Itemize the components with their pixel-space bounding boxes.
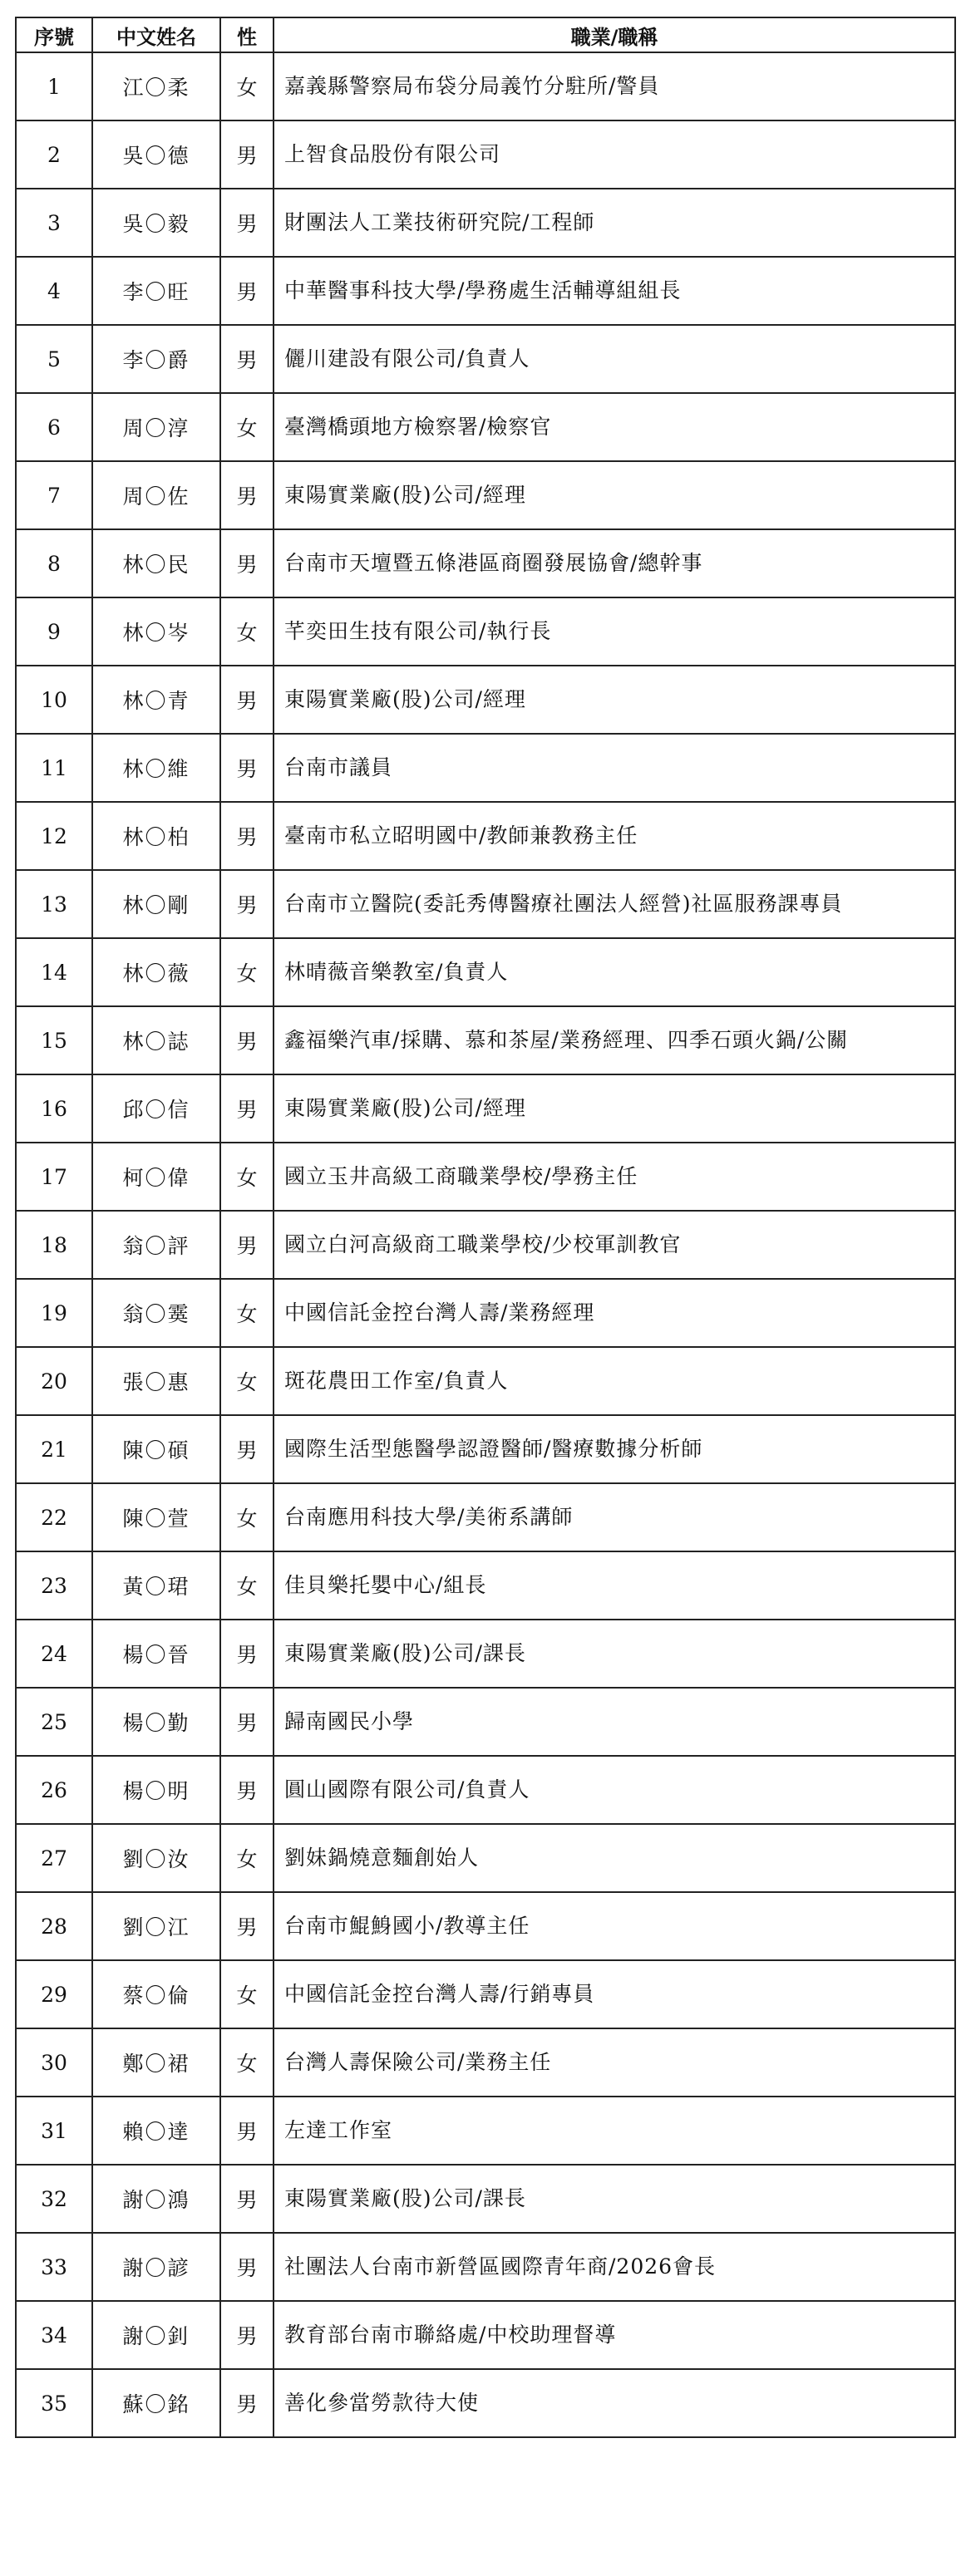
- row-occupation-title: 台南市天壇暨五條港區商圈發展協會/總幹事: [274, 529, 955, 597]
- row-chinese-name: 林〇柏: [92, 802, 220, 870]
- row-serial-number: 4: [16, 257, 92, 325]
- row-serial-number: 5: [16, 325, 92, 393]
- row-chinese-name: 李〇旺: [92, 257, 220, 325]
- row-chinese-name: 柯〇偉: [92, 1143, 220, 1211]
- row-chinese-name: 邱〇信: [92, 1074, 220, 1143]
- table-row: [16, 1211, 955, 1279]
- row-serial-number: 10: [16, 666, 92, 734]
- row-occupation-title: 中國信託金控台灣人壽/業務經理: [274, 1279, 955, 1347]
- row-chinese-name: 楊〇晉: [92, 1620, 220, 1688]
- row-occupation-title: 善化參當勞款待大使: [274, 2369, 955, 2437]
- row-chinese-name: 蔡〇倫: [92, 1960, 220, 2028]
- row-occupation-title: 台南市議員: [274, 734, 955, 802]
- row-chinese-name: 林〇維: [92, 734, 220, 802]
- row-serial-number: 11: [16, 734, 92, 802]
- row-gender: 男: [220, 1074, 274, 1143]
- row-chinese-name: 鄭〇裙: [92, 2028, 220, 2097]
- row-serial-number: 27: [16, 1824, 92, 1892]
- row-gender: 女: [220, 938, 274, 1006]
- row-gender: 男: [220, 257, 274, 325]
- row-occupation-title: 嘉義縣警察局布袋分局義竹分駐所/警員: [274, 52, 955, 120]
- row-occupation-title: 斑花農田工作室/負責人: [274, 1347, 955, 1415]
- table-row: [16, 529, 955, 597]
- row-occupation-title: 芊奕田生技有限公司/執行長: [274, 597, 955, 666]
- row-gender: 女: [220, 1824, 274, 1892]
- table-row: [16, 1483, 955, 1551]
- table-row: [16, 666, 955, 734]
- row-occupation-title: 社團法人台南市新營區國際青年商/2026會長: [274, 2233, 955, 2301]
- row-serial-number: 15: [16, 1006, 92, 1074]
- row-serial-number: 21: [16, 1415, 92, 1483]
- table-row: [16, 325, 955, 393]
- table-row: [16, 1824, 955, 1892]
- table-row: [16, 734, 955, 802]
- row-chinese-name: 林〇岑: [92, 597, 220, 666]
- roster-sheet: [15, 17, 954, 2438]
- row-chinese-name: 翁〇霙: [92, 1279, 220, 1347]
- header-serial-number: 序號: [16, 17, 92, 52]
- table-row: [16, 2233, 955, 2301]
- header-row: [16, 17, 955, 52]
- row-serial-number: 31: [16, 2097, 92, 2165]
- row-serial-number: 25: [16, 1688, 92, 1756]
- row-gender: 男: [220, 2165, 274, 2233]
- row-serial-number: 26: [16, 1756, 92, 1824]
- table-row: [16, 1756, 955, 1824]
- row-occupation-title: 東陽實業廠(股)公司/經理: [274, 461, 955, 529]
- table-row: [16, 1074, 955, 1143]
- row-serial-number: 22: [16, 1483, 92, 1551]
- row-chinese-name: 劉〇汝: [92, 1824, 220, 1892]
- row-serial-number: 35: [16, 2369, 92, 2437]
- row-gender: 男: [220, 666, 274, 734]
- row-gender: 男: [220, 189, 274, 257]
- row-gender: 男: [220, 120, 274, 189]
- member-roster-table: [15, 17, 956, 2438]
- table-row: [16, 393, 955, 461]
- table-row: [16, 1006, 955, 1074]
- row-serial-number: 6: [16, 393, 92, 461]
- row-occupation-title: 台南市立醫院(委託秀傳醫療社團法人經營)社區服務課專員: [274, 870, 955, 938]
- row-chinese-name: 周〇佐: [92, 461, 220, 529]
- row-serial-number: 17: [16, 1143, 92, 1211]
- row-occupation-title: 台灣人壽保險公司/業務主任: [274, 2028, 955, 2097]
- table-row: [16, 1143, 955, 1211]
- row-gender: 女: [220, 597, 274, 666]
- row-occupation-title: 東陽實業廠(股)公司/經理: [274, 666, 955, 734]
- row-chinese-name: 謝〇諺: [92, 2233, 220, 2301]
- row-gender: 男: [220, 2301, 274, 2369]
- row-gender: 女: [220, 1279, 274, 1347]
- table-row: [16, 2097, 955, 2165]
- row-gender: 女: [220, 1347, 274, 1415]
- row-serial-number: 20: [16, 1347, 92, 1415]
- row-occupation-title: 教育部台南市聯絡處/中校助理督導: [274, 2301, 955, 2369]
- row-gender: 男: [220, 2097, 274, 2165]
- row-occupation-title: 歸南國民小學: [274, 1688, 955, 1756]
- table-row: [16, 1415, 955, 1483]
- header-chinese-name: 中文姓名: [92, 17, 220, 52]
- table-body: [16, 52, 955, 2437]
- row-chinese-name: 吳〇德: [92, 120, 220, 189]
- row-serial-number: 32: [16, 2165, 92, 2233]
- row-chinese-name: 吳〇毅: [92, 189, 220, 257]
- table-row: [16, 120, 955, 189]
- row-chinese-name: 翁〇評: [92, 1211, 220, 1279]
- row-gender: 男: [220, 2233, 274, 2301]
- row-chinese-name: 賴〇達: [92, 2097, 220, 2165]
- row-chinese-name: 林〇誌: [92, 1006, 220, 1074]
- row-serial-number: 8: [16, 529, 92, 597]
- row-chinese-name: 江〇柔: [92, 52, 220, 120]
- row-gender: 女: [220, 1960, 274, 2028]
- row-gender: 女: [220, 1143, 274, 1211]
- row-serial-number: 2: [16, 120, 92, 189]
- row-occupation-title: 東陽實業廠(股)公司/經理: [274, 1074, 955, 1143]
- row-gender: 男: [220, 870, 274, 938]
- row-gender: 男: [220, 1688, 274, 1756]
- row-serial-number: 30: [16, 2028, 92, 2097]
- row-gender: 男: [220, 529, 274, 597]
- row-chinese-name: 周〇淳: [92, 393, 220, 461]
- row-serial-number: 16: [16, 1074, 92, 1143]
- row-chinese-name: 楊〇勤: [92, 1688, 220, 1756]
- table-row: [16, 1960, 955, 2028]
- row-gender: 男: [220, 1415, 274, 1483]
- row-gender: 女: [220, 1483, 274, 1551]
- row-chinese-name: 張〇惠: [92, 1347, 220, 1415]
- row-chinese-name: 蘇〇銘: [92, 2369, 220, 2437]
- row-chinese-name: 林〇剛: [92, 870, 220, 938]
- table-row: [16, 1688, 955, 1756]
- row-chinese-name: 陳〇碩: [92, 1415, 220, 1483]
- table-row: [16, 1551, 955, 1620]
- row-chinese-name: 黃〇珺: [92, 1551, 220, 1620]
- row-occupation-title: 國際生活型態醫學認證醫師/醫療數據分析師: [274, 1415, 955, 1483]
- row-serial-number: 28: [16, 1892, 92, 1960]
- header-occupation-title: 職業/職稱: [274, 17, 955, 52]
- row-gender: 男: [220, 1756, 274, 1824]
- row-chinese-name: 楊〇明: [92, 1756, 220, 1824]
- row-serial-number: 33: [16, 2233, 92, 2301]
- row-gender: 女: [220, 52, 274, 120]
- table-row: [16, 461, 955, 529]
- row-serial-number: 19: [16, 1279, 92, 1347]
- row-occupation-title: 劉妹鍋燒意麵創始人: [274, 1824, 955, 1892]
- table-header: [16, 17, 955, 52]
- row-serial-number: 1: [16, 52, 92, 120]
- row-serial-number: 7: [16, 461, 92, 529]
- row-occupation-title: 鑫福樂汽車/採購、慕和茶屋/業務經理、四季石頭火鍋/公關: [274, 1006, 955, 1074]
- table-row: [16, 1279, 955, 1347]
- row-occupation-title: 圓山國際有限公司/負責人: [274, 1756, 955, 1824]
- table-row: [16, 938, 955, 1006]
- table-row: [16, 2369, 955, 2437]
- table-row: [16, 1892, 955, 1960]
- row-gender: 男: [220, 1211, 274, 1279]
- row-occupation-title: 上智食品股份有限公司: [274, 120, 955, 189]
- row-gender: 女: [220, 2028, 274, 2097]
- row-serial-number: 13: [16, 870, 92, 938]
- row-occupation-title: 東陽實業廠(股)公司/課長: [274, 2165, 955, 2233]
- row-gender: 男: [220, 2369, 274, 2437]
- row-chinese-name: 陳〇萱: [92, 1483, 220, 1551]
- row-occupation-title: 臺南市私立昭明國中/教師兼教務主任: [274, 802, 955, 870]
- row-occupation-title: 林晴薇音樂教室/負責人: [274, 938, 955, 1006]
- table-row: [16, 1347, 955, 1415]
- row-occupation-title: 國立白河高級商工職業學校/少校軍訓教官: [274, 1211, 955, 1279]
- row-occupation-title: 儷川建設有限公司/負責人: [274, 325, 955, 393]
- row-occupation-title: 台南市鯤鯓國小/教導主任: [274, 1892, 955, 1960]
- row-chinese-name: 林〇薇: [92, 938, 220, 1006]
- row-serial-number: 12: [16, 802, 92, 870]
- row-chinese-name: 林〇青: [92, 666, 220, 734]
- row-occupation-title: 財團法人工業技術研究院/工程師: [274, 189, 955, 257]
- row-serial-number: 3: [16, 189, 92, 257]
- row-gender: 男: [220, 1620, 274, 1688]
- row-occupation-title: 中華醫事科技大學/學務處生活輔導組組長: [274, 257, 955, 325]
- table-row: [16, 597, 955, 666]
- row-serial-number: 24: [16, 1620, 92, 1688]
- row-serial-number: 29: [16, 1960, 92, 2028]
- row-chinese-name: 謝〇鴻: [92, 2165, 220, 2233]
- row-serial-number: 23: [16, 1551, 92, 1620]
- row-gender: 男: [220, 325, 274, 393]
- row-occupation-title: 佳貝樂托嬰中心/組長: [274, 1551, 955, 1620]
- row-occupation-title: 臺灣橋頭地方檢察署/檢察官: [274, 393, 955, 461]
- row-chinese-name: 林〇民: [92, 529, 220, 597]
- table-row: [16, 870, 955, 938]
- table-row: [16, 802, 955, 870]
- row-occupation-title: 國立玉井高級工商職業學校/學務主任: [274, 1143, 955, 1211]
- row-chinese-name: 劉〇江: [92, 1892, 220, 1960]
- row-gender: 男: [220, 734, 274, 802]
- table-row: [16, 2165, 955, 2233]
- row-gender: 男: [220, 1892, 274, 1960]
- row-serial-number: 18: [16, 1211, 92, 1279]
- row-occupation-title: 台南應用科技大學/美術系講師: [274, 1483, 955, 1551]
- table-row: [16, 2301, 955, 2369]
- row-serial-number: 9: [16, 597, 92, 666]
- row-chinese-name: 謝〇釗: [92, 2301, 220, 2369]
- row-gender: 女: [220, 1551, 274, 1620]
- table-row: [16, 52, 955, 120]
- table-row: [16, 257, 955, 325]
- row-gender: 男: [220, 802, 274, 870]
- row-occupation-title: 中國信託金控台灣人壽/行銷專員: [274, 1960, 955, 2028]
- table-row: [16, 2028, 955, 2097]
- table-row: [16, 189, 955, 257]
- row-gender: 男: [220, 461, 274, 529]
- row-occupation-title: 東陽實業廠(股)公司/課長: [274, 1620, 955, 1688]
- row-gender: 女: [220, 393, 274, 461]
- row-chinese-name: 李〇爵: [92, 325, 220, 393]
- row-gender: 男: [220, 1006, 274, 1074]
- row-serial-number: 34: [16, 2301, 92, 2369]
- row-serial-number: 14: [16, 938, 92, 1006]
- header-gender: 性: [220, 17, 274, 52]
- row-occupation-title: 左達工作室: [274, 2097, 955, 2165]
- table-row: [16, 1620, 955, 1688]
